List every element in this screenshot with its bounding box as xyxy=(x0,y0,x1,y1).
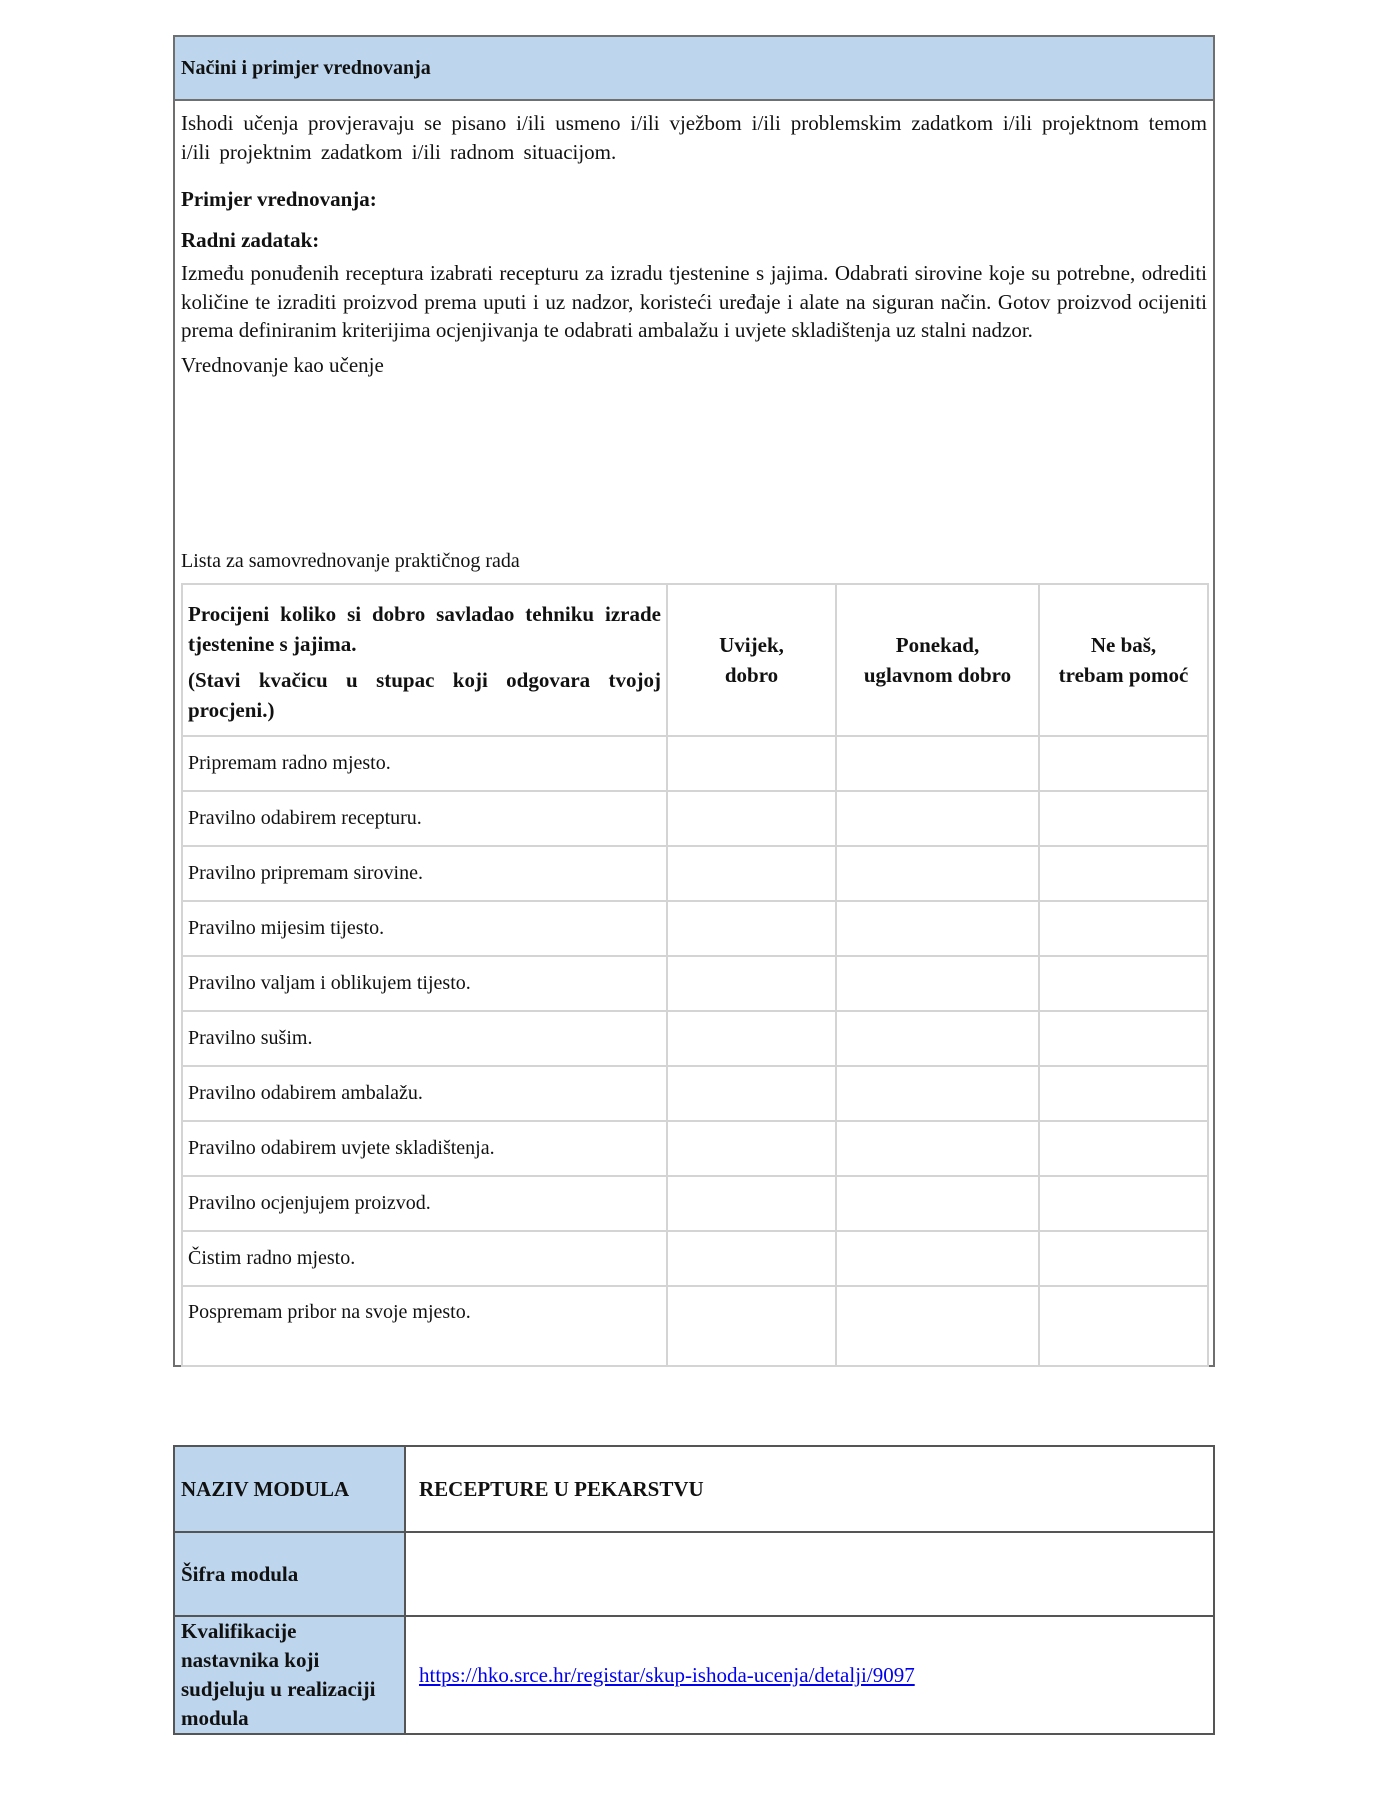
check-cell-sometimes[interactable] xyxy=(836,956,1039,1011)
table-row xyxy=(182,1066,1208,1121)
module-name-label: NAZIV MODULA xyxy=(174,1446,405,1532)
check-cell-sometimes[interactable] xyxy=(836,791,1039,846)
check-cell-always[interactable] xyxy=(667,1121,836,1176)
column-header-line: Ponekad, xyxy=(895,633,980,657)
checklist-title: Lista za samovrednovanje praktičnog rada xyxy=(181,550,520,572)
task-label: Radni zadatak: xyxy=(181,228,320,252)
check-cell-sometimes[interactable] xyxy=(836,901,1039,956)
column-header-sometimes xyxy=(836,584,1039,736)
criterion-label: Pravilno odabirem ambalažu. xyxy=(182,1066,667,1121)
criterion-label: Pravilno ocjenjujem proizvod. xyxy=(182,1176,667,1231)
evaluation-section xyxy=(173,35,1215,1367)
column-header-needs-help xyxy=(1039,584,1208,736)
assessment-type: Vrednovanje kao učenje xyxy=(181,352,384,377)
check-cell-sometimes[interactable] xyxy=(836,736,1039,791)
check-cell-needs-help[interactable] xyxy=(1039,1011,1208,1066)
teacher-qualifications-row xyxy=(174,1616,1214,1734)
table-row xyxy=(182,1011,1208,1066)
example-label: Primjer vrednovanja: xyxy=(181,187,377,211)
check-cell-always[interactable] xyxy=(667,736,836,791)
checklist-instruction-header xyxy=(182,584,667,736)
table-row xyxy=(182,1231,1208,1286)
criterion-label: Pripremam radno mjesto. xyxy=(182,736,667,791)
check-cell-needs-help[interactable] xyxy=(1039,901,1208,956)
table-row xyxy=(182,1176,1208,1231)
check-cell-always[interactable] xyxy=(667,956,836,1011)
module-code-label: Šifra modula xyxy=(174,1532,405,1616)
column-header-line: dobro xyxy=(724,663,779,687)
check-cell-sometimes[interactable] xyxy=(836,1011,1039,1066)
evaluation-body xyxy=(181,109,1207,380)
table-row xyxy=(182,736,1208,791)
module-info-table xyxy=(173,1445,1215,1735)
check-cell-needs-help[interactable] xyxy=(1039,1176,1208,1231)
evaluation-intro: Ishodi učenja provjeravaju se pisano i/ili usmeno i/ili vježbom i/ili problemskim zadatkom i/ili projektnom temom i/ili projektnim zadatkom i/ili radnom situacijom. xyxy=(181,111,1207,164)
criterion-label: Pravilno pripremam sirovine. xyxy=(182,846,667,901)
check-cell-sometimes[interactable] xyxy=(836,846,1039,901)
teacher-qualifications-label: Kvalifikacije nastavnika koji sudjeluju u realizaciji modula xyxy=(174,1616,405,1734)
criterion-label: Pravilno odabirem recepturu. xyxy=(182,791,667,846)
check-cell-needs-help[interactable] xyxy=(1039,1231,1208,1286)
check-cell-sometimes[interactable] xyxy=(836,1176,1039,1231)
criterion-label: Pravilno mijesim tijesto. xyxy=(182,901,667,956)
task-text: Između ponuđenih receptura izabrati recepturu za izradu tjestenine s jajima. Odabrati sirovine koje su potrebne, odrediti količine te izraditi proizvod prema uputi i uz nadzor, koristeći uređaje i alate na siguran način. Gotov proizvod ocijeniti prema definiranim kriterijima ocjenjivanja te odabrati ambalažu i uvjete skladištenja uz stalni nadzor. xyxy=(181,261,1207,342)
check-cell-always[interactable] xyxy=(667,1011,836,1066)
checklist-header-row xyxy=(182,584,1208,736)
column-header-always xyxy=(667,584,836,736)
table-row xyxy=(182,1121,1208,1176)
instruction-line2: (Stavi kvačicu u stupac koji odgovara tvojoj procjeni.) xyxy=(188,668,661,722)
check-cell-needs-help[interactable] xyxy=(1039,1286,1208,1366)
check-cell-always[interactable] xyxy=(667,1066,836,1121)
check-cell-sometimes[interactable] xyxy=(836,1286,1039,1366)
criterion-label: Pravilno sušim. xyxy=(182,1011,667,1066)
qualifications-link[interactable]: https://hko.srce.hr/registar/skup-ishoda-ucenja/detalji/9097 xyxy=(419,1662,915,1687)
column-header-line: trebam pomoć xyxy=(1058,663,1189,687)
check-cell-needs-help[interactable] xyxy=(1039,791,1208,846)
table-row xyxy=(182,846,1208,901)
criterion-label: Pospremam pribor na svoje mjesto. xyxy=(182,1286,667,1366)
check-cell-needs-help[interactable] xyxy=(1039,1066,1208,1121)
module-name-value: RECEPTURE U PEKARSTVU xyxy=(405,1446,1214,1532)
check-cell-always[interactable] xyxy=(667,791,836,846)
self-assessment-table xyxy=(181,583,1209,1367)
check-cell-needs-help[interactable] xyxy=(1039,846,1208,901)
criterion-label: Čistim radno mjesto. xyxy=(182,1231,667,1286)
check-cell-sometimes[interactable] xyxy=(836,1121,1039,1176)
check-cell-always[interactable] xyxy=(667,1176,836,1231)
criterion-label: Pravilno valjam i oblikujem tijesto. xyxy=(182,956,667,1011)
evaluation-header: Načini i primjer vrednovanja xyxy=(175,37,1213,101)
instruction-line1: Procijeni koliko si dobro savladao tehniku izrade tjestenine s jajima. xyxy=(188,602,661,656)
criterion-label: Pravilno odabirem uvjete skladištenja. xyxy=(182,1121,667,1176)
check-cell-sometimes[interactable] xyxy=(836,1231,1039,1286)
module-code-value xyxy=(405,1532,1214,1616)
check-cell-always[interactable] xyxy=(667,1286,836,1366)
check-cell-always[interactable] xyxy=(667,1231,836,1286)
table-row xyxy=(182,956,1208,1011)
check-cell-sometimes[interactable] xyxy=(836,1066,1039,1121)
table-row xyxy=(182,1286,1208,1366)
check-cell-always[interactable] xyxy=(667,901,836,956)
check-cell-always[interactable] xyxy=(667,846,836,901)
teacher-qualifications-value xyxy=(405,1616,1214,1734)
check-cell-needs-help[interactable] xyxy=(1039,956,1208,1011)
table-row xyxy=(182,901,1208,956)
column-header-line: Ne baš, xyxy=(1090,633,1157,657)
table-row xyxy=(182,791,1208,846)
module-name-row xyxy=(174,1446,1214,1532)
check-cell-needs-help[interactable] xyxy=(1039,1121,1208,1176)
column-header-line: Uvijek, xyxy=(719,633,784,657)
module-code-row xyxy=(174,1532,1214,1616)
check-cell-needs-help[interactable] xyxy=(1039,736,1208,791)
column-header-line: uglavnom dobro xyxy=(863,663,1012,687)
